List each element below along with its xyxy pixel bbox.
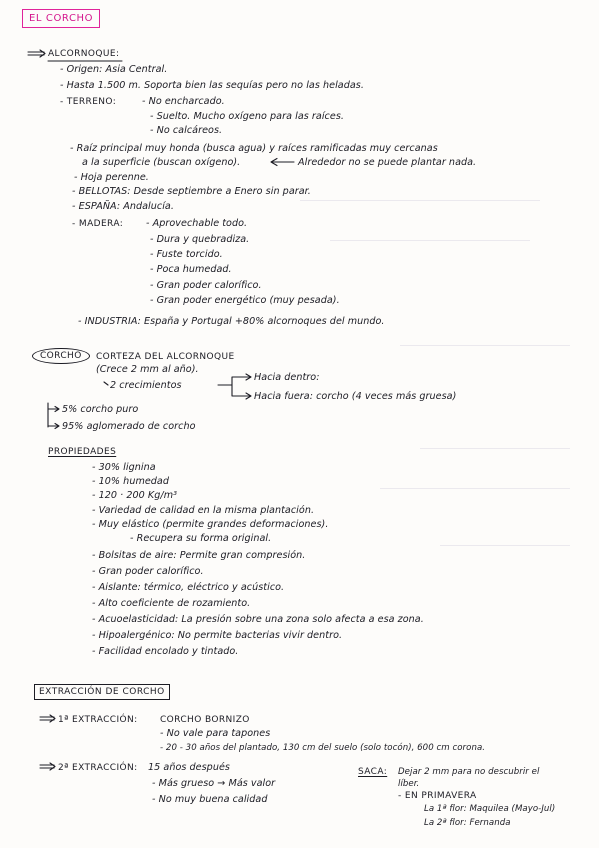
hacia-fuera: Hacia fuera: corcho (4 veces más gruesa)	[254, 391, 457, 402]
propiedad-item: - Bolsitas de aire: Permite gran compresión.	[92, 550, 306, 561]
segunda-extraccion-value: 15 años después	[148, 762, 230, 773]
terreno-item: - Suelto. Mucho oxígeno para las raíces.	[150, 111, 344, 122]
double-arrow-icon	[40, 763, 55, 770]
primera-item: - No vale para tapones	[160, 728, 271, 739]
madera-item: - Aprovechable todo.	[146, 218, 248, 229]
branch-arrow-icon	[218, 374, 251, 399]
madera-label: - MADERA:	[72, 219, 124, 229]
industria-line: - INDUSTRIA: España y Portugal +80% alcornoques del mundo.	[78, 316, 385, 327]
primera-extraccion-value: CORCHO BORNIZO	[160, 715, 250, 725]
primera-item: - 20 - 30 años del plantado, 130 cm del suelo (solo tocón), 600 cm corona.	[160, 743, 486, 753]
propiedad-item: - Recupera su forma original.	[130, 533, 272, 544]
left-arrow-icon	[271, 159, 294, 166]
raiz-line-1: - Raíz principal muy honda (busca agua) y raíces ramificadas muy cercanas	[70, 143, 438, 154]
propiedad-item: - 10% humedad	[92, 476, 170, 487]
hacia-dentro: Hacia dentro:	[254, 372, 320, 383]
corcho-oval-label: CORCHO	[32, 348, 90, 364]
page-title: EL CORCHO	[22, 9, 100, 28]
propiedad-item: - Gran poder calorífico.	[92, 566, 204, 577]
propiedad-item: - 120 · 200 Kg/m³	[92, 490, 177, 501]
madera-item: - Fuste torcido.	[150, 249, 223, 260]
madera-item: - Dura y quebradiza.	[150, 234, 250, 245]
corcho-puro: 5% corcho puro	[62, 404, 139, 415]
tick-mark	[104, 382, 108, 385]
propiedad-item: - 30% lignina	[92, 462, 156, 473]
propiedad-item: - Alto coeficiente de rozamiento.	[92, 598, 251, 609]
propiedad-item: - Acuoelasticidad: La presión sobre una zona solo afecta a esa zona.	[92, 614, 424, 625]
saca-line-2: líber.	[398, 779, 420, 789]
origen-line: - Origen: Asia Central.	[60, 64, 168, 75]
madera-item: - Poca humedad.	[150, 264, 232, 275]
flor-line: La 1ª flor: Maquilea (Mayo-Jul)	[424, 804, 556, 814]
segunda-item: - No muy buena calidad	[152, 794, 268, 805]
crecimientos-label: 2 crecimientos	[110, 380, 182, 391]
espana-line: - ESPAÑA: Andalucía.	[72, 201, 174, 212]
saca-label: SACA:	[358, 767, 388, 777]
propiedades-header: PROPIEDADES	[48, 447, 117, 457]
propiedad-item: - Variedad de calidad en la misma plantación.	[92, 505, 315, 516]
terreno-label: - TERRENO:	[60, 97, 117, 107]
primavera-line: - EN PRIMAVERA	[398, 791, 477, 801]
propiedad-item: - Facilidad encolado y tintado.	[92, 646, 239, 657]
madera-item: - Gran poder energético (muy pesada).	[150, 295, 340, 306]
propiedad-item: - Aislante: térmico, eléctrico y acústico.	[92, 582, 285, 593]
saca-line-1: Dejar 2 mm para no descubrir el	[398, 767, 540, 777]
propiedad-item: - Muy elástico (permite grandes deformaciones).	[92, 519, 329, 530]
flor-line: La 2ª flor: Fernanda	[424, 818, 511, 828]
double-arrow-icon	[28, 50, 45, 57]
propiedad-item: - Hipoalergénico: No permite bacterias vivir dentro.	[92, 630, 343, 641]
raiz-note: Alrededor no se puede plantar nada.	[298, 157, 477, 168]
hoja-line: - Hoja perenne.	[74, 172, 149, 183]
terreno-item: - No calcáreos.	[150, 125, 223, 136]
segunda-item: - Más grueso → Más valor	[152, 778, 276, 789]
alcornoque-header: ALCORNOQUE:	[48, 49, 120, 59]
corteza-header: CORTEZA DEL ALCORNOQUE	[96, 352, 235, 362]
double-arrow-icon	[40, 715, 55, 722]
corcho-aglomerado: 95% aglomerado de corcho	[62, 421, 196, 432]
bellotas-line: - BELLOTAS: Desde septiembre a Enero sin parar.	[72, 186, 311, 197]
crece-line: (Crece 2 mm al año).	[96, 364, 199, 375]
madera-item: - Gran poder calorífico.	[150, 280, 262, 291]
altura-line: - Hasta 1.500 m. Soporta bien las sequías pero no las heladas.	[60, 80, 364, 91]
split-arrow-icon	[48, 403, 59, 429]
terreno-item: - No encharcado.	[142, 96, 225, 107]
segunda-extraccion-label: 2ª EXTRACCIÓN:	[58, 763, 138, 773]
primera-extraccion-label: 1ª EXTRACCIÓN:	[58, 715, 138, 725]
extraccion-header: EXTRACCIÓN DE CORCHO	[34, 684, 170, 700]
raiz-line-2: a la superficie (buscan oxígeno).	[82, 157, 241, 168]
